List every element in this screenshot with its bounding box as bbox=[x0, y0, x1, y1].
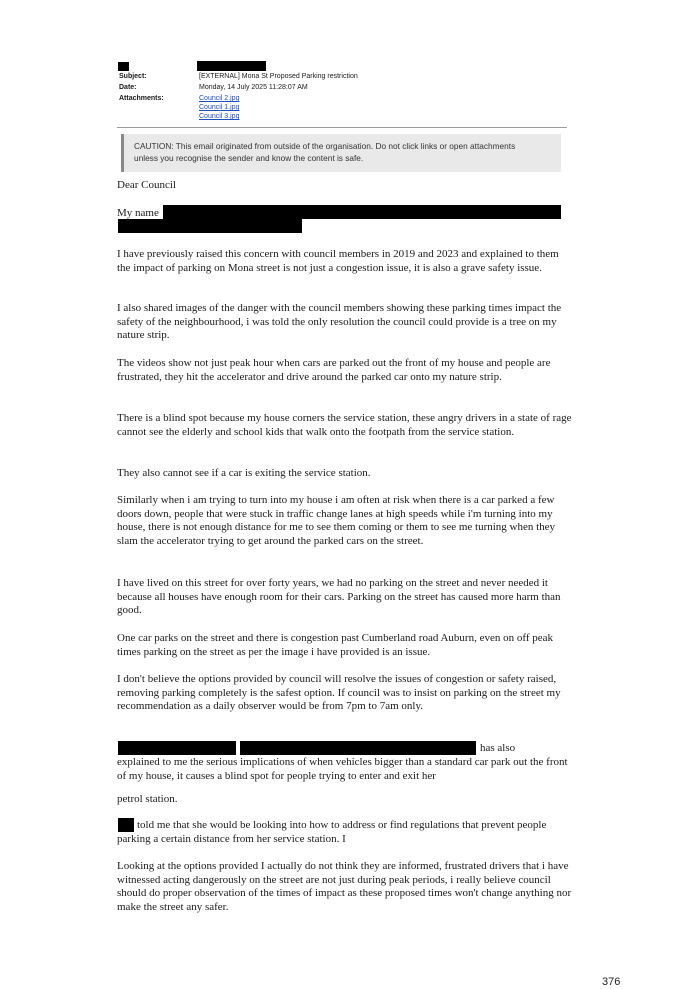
paragraph-1: I have previously raised this concern with council members in 2019 and 2023 and explained to them the impact of parking on Mona street is not just a congestion issue, it is also a grave safety issue. bbox=[117, 248, 559, 274]
caution-line-2: unless you recognise the sender and know the content is safe. bbox=[134, 153, 364, 163]
paragraph-8: One car parks on the street and there is congestion past Cumberland road Auburn, even on off peak times parking on the street as per the image i have provided is an issue. bbox=[117, 632, 553, 658]
paragraph-4: There is a blind spot because my house corners the service station, these angry drivers in a state of rage cannot see the elderly and school kids that walk onto the footpath from the service station. bbox=[117, 412, 572, 438]
page-number: 376 bbox=[602, 976, 621, 988]
name-intro: My name bbox=[117, 207, 159, 219]
paragraph-9: I don't believe the options provided by council will resolve the issues of congestion or safety raised, removing parking completely is the safest option. If council was to insist on parking on the street my recommendation as a daily observer would be from 7pm to 7am only. bbox=[117, 673, 561, 713]
petrol-station-text: petrol station. bbox=[117, 793, 178, 805]
has-also-text: has also bbox=[480, 742, 516, 754]
redacted-person-1 bbox=[118, 741, 236, 755]
paragraph-3: The videos show not just peak hour when cars are parked out the front of my house and people are frustrated, they hit the accelerator and drive around the parked car onto my nature strip. bbox=[117, 357, 551, 383]
told-me-paragraph bbox=[117, 819, 572, 846]
caution-banner bbox=[121, 134, 561, 172]
paragraph-2: I also shared images of the danger with the council members showing these parking times impact the safety of the neighbourhood, i was told the only resolution the council could provide is a tree on my nature strip. bbox=[117, 302, 562, 342]
told-me-text: told me that she would be looking into how to address or find regulations that prevent people parking a certain distance from her service station. I bbox=[117, 819, 547, 845]
attachments-label: Attachments: bbox=[119, 95, 164, 102]
date-value: Monday, 14 July 2025 11:28:07 AM bbox=[199, 84, 308, 91]
subject-value: [EXTERNAL] Mona St Proposed Parking restriction bbox=[199, 73, 358, 80]
final-paragraph: Looking at the options provided I actually do not think they are informed, frustrated drivers that i have witnessed acting dangerously on the street are not just during peak periods, i really believe council should do proper observation of the times of impact as these proposed times won't change anything nor make the street any safer. bbox=[117, 860, 572, 914]
redacted-from-value bbox=[197, 61, 266, 71]
header-divider bbox=[117, 127, 567, 128]
email-header bbox=[119, 72, 559, 122]
greeting: Dear Council bbox=[117, 179, 176, 191]
attachment-link[interactable]: Council 1.jpg bbox=[199, 104, 240, 111]
redacted-from-label bbox=[118, 62, 129, 71]
date-label: Date: bbox=[119, 84, 137, 91]
redacted-name-line-2 bbox=[118, 219, 302, 233]
paragraph-7: I have lived on this street for over forty years, we had no parking on the street and never needed it because all houses have enough room for their cars. Parking on the street has caused more harm than good. bbox=[117, 577, 561, 617]
paragraph-5: They also cannot see if a car is exiting the service station. bbox=[117, 467, 371, 479]
attachment-link[interactable]: Council 2.jpg bbox=[199, 95, 240, 102]
attachments-list bbox=[199, 94, 239, 121]
attachment-link[interactable]: Council 3.jpg bbox=[199, 113, 240, 120]
redacted-person-2 bbox=[240, 741, 476, 755]
redacted-name-line-1 bbox=[163, 205, 561, 219]
paragraph-redacted-rest: explained to me the serious implications of when vehicles bigger than a standard car park out the front of my house, it causes a blind spot for people trying to enter and exit her bbox=[117, 756, 568, 782]
subject-label: Subject: bbox=[119, 73, 147, 80]
paragraph-6: Similarly when i am trying to turn into my house i am often at risk when there is a car parked a few doors down, people that were stuck in traffic change lanes at high speeds while i'm turning into my house, there is not enough distance for me to see them coming or them to see me turning when they slam the accelerator trying to get around the parked cars on the street. bbox=[117, 494, 556, 548]
caution-line-1: CAUTION: This email originated from outside of the organisation. Do not click links or open attachments bbox=[134, 141, 516, 151]
